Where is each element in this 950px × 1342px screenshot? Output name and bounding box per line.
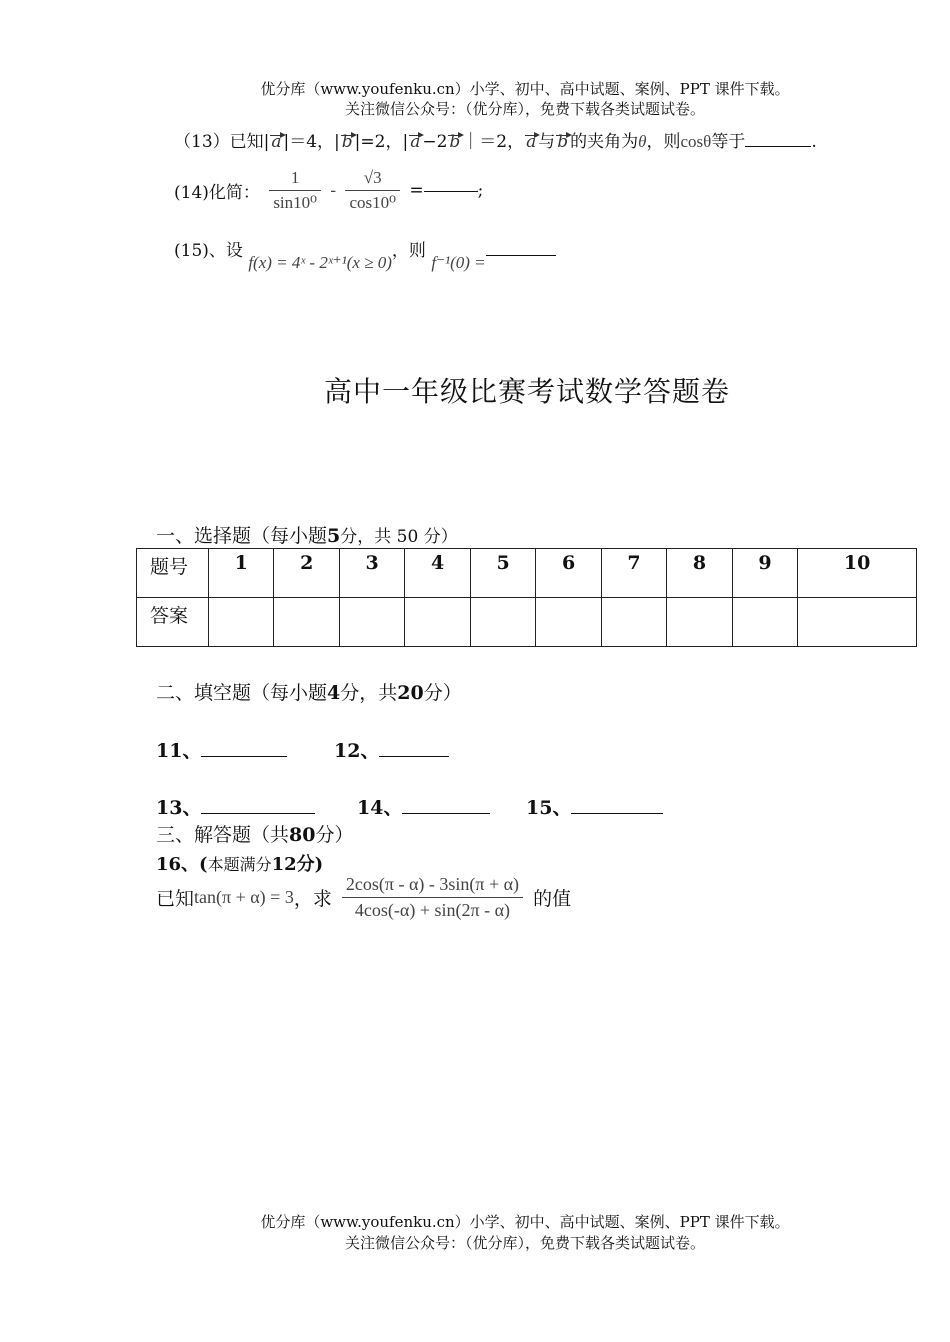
answer-cell[interactable] [209,598,274,647]
table-cell: 1 [209,549,274,598]
section-2-heading: 二、填空题（每小题4分，共20分） [156,682,462,704]
section-1-heading: 一、选择题（每小题5分，共 50 分） [156,525,458,547]
fraction-16: $\frac{2\cos(\pi - \alpha) - 3\sin(\pi + \alpha)}{4\cos(-\alpha) + \sin(2\pi - \alpha)}$ [342,874,523,921]
question-15: (15)、设 f(x) = 4ˣ - 2ˣ⁺¹(x ≥ 0)，则 f⁻¹(0) = [174,236,556,261]
table-row [137,598,917,647]
function-definition: f(x) = 4ˣ - 2ˣ⁺¹(x ≥ 0) [248,253,392,272]
vector-a: a [410,132,421,152]
answer-cell[interactable] [667,598,732,647]
answer-cell[interactable] [601,598,666,647]
question-16-body: 已知tan(π + α) = 3，求 $\frac{2\cos(\pi - \alpha) - 3\sin(\pi + \alpha)}{4\cos(-\alpha) + \sin(2\pi - \alpha)}$ 的值 [156,874,572,920]
vector-a: a [526,132,537,152]
question-16-title: 16、(本题满分12分) [156,854,324,875]
answer-cell[interactable] [274,598,339,647]
vector-b: b [557,132,569,152]
table-cell: 5 [470,549,535,598]
fraction-1: $\frac{1}{\text{sin10⁰}}$ [269,168,321,213]
header-line-2: 关注微信公众号：（优分库），免费下载各类试题试卷。 [344,100,705,118]
table-cell: 9 [732,549,797,598]
answer-table [136,548,917,647]
table-cell: 10 [798,549,917,598]
footer-line-2: 关注微信公众号：（优分库），免费下载各类试题试卷。 [344,1234,705,1252]
answer-blank-14 [424,190,478,192]
fill-15: 15、 [526,793,663,820]
table-answer-label: 答案 [137,598,209,647]
table-cell: 2 [274,549,339,598]
table-row [137,549,917,598]
answer-cell[interactable] [732,598,797,647]
vector-b: b [449,132,461,152]
table-cell: 4 [405,549,470,598]
vector-b: b [341,132,353,152]
table-cell: 6 [536,549,601,598]
table-cell: 7 [601,549,666,598]
answer-cell[interactable] [798,598,917,647]
fill-13: 13、 [156,793,315,820]
question-13: （13）已知| a |＝4，| b |=2，| a −2 b ｜＝2， a 与 b 的夹角为θ，则cosθ等于 . [174,132,817,152]
answer-cell[interactable] [339,598,404,647]
fill-14: 14、 [357,793,490,820]
answer-cell[interactable] [405,598,470,647]
fill-12: 12、 [334,736,449,763]
fill-11: 11、 [156,736,287,763]
answer-cell[interactable] [536,598,601,647]
page-title: 高中一年级比赛考试数学答题卷 [323,375,730,408]
vector-a: a [271,132,282,152]
inverse-function: f⁻¹(0) = [431,253,486,272]
header-line-1: 优分库（www.youfenku.cn）小学、初中、高中试题、案例、PPT 课件下载。 [260,80,790,98]
answer-blank-15 [486,254,556,256]
table-header-label: 题号 [137,549,209,598]
table-cell: 3 [339,549,404,598]
answer-blank-13 [745,145,811,147]
table-cell: 8 [667,549,732,598]
answer-cell[interactable] [470,598,535,647]
footer-line-1: 优分库（www.youfenku.cn）小学、初中、高中试题、案例、PPT 课件下载。 [260,1213,790,1231]
section-3-heading: 三、解答题（共80分） [156,824,354,846]
question-14: (14)化简： $\frac{1}{\text{sin10⁰}}$ - $\frac{√3}{\text{cos10⁰}}$ = ; [174,168,484,212]
fraction-2: $\frac{√3}{\text{cos10⁰}}$ [345,168,399,213]
